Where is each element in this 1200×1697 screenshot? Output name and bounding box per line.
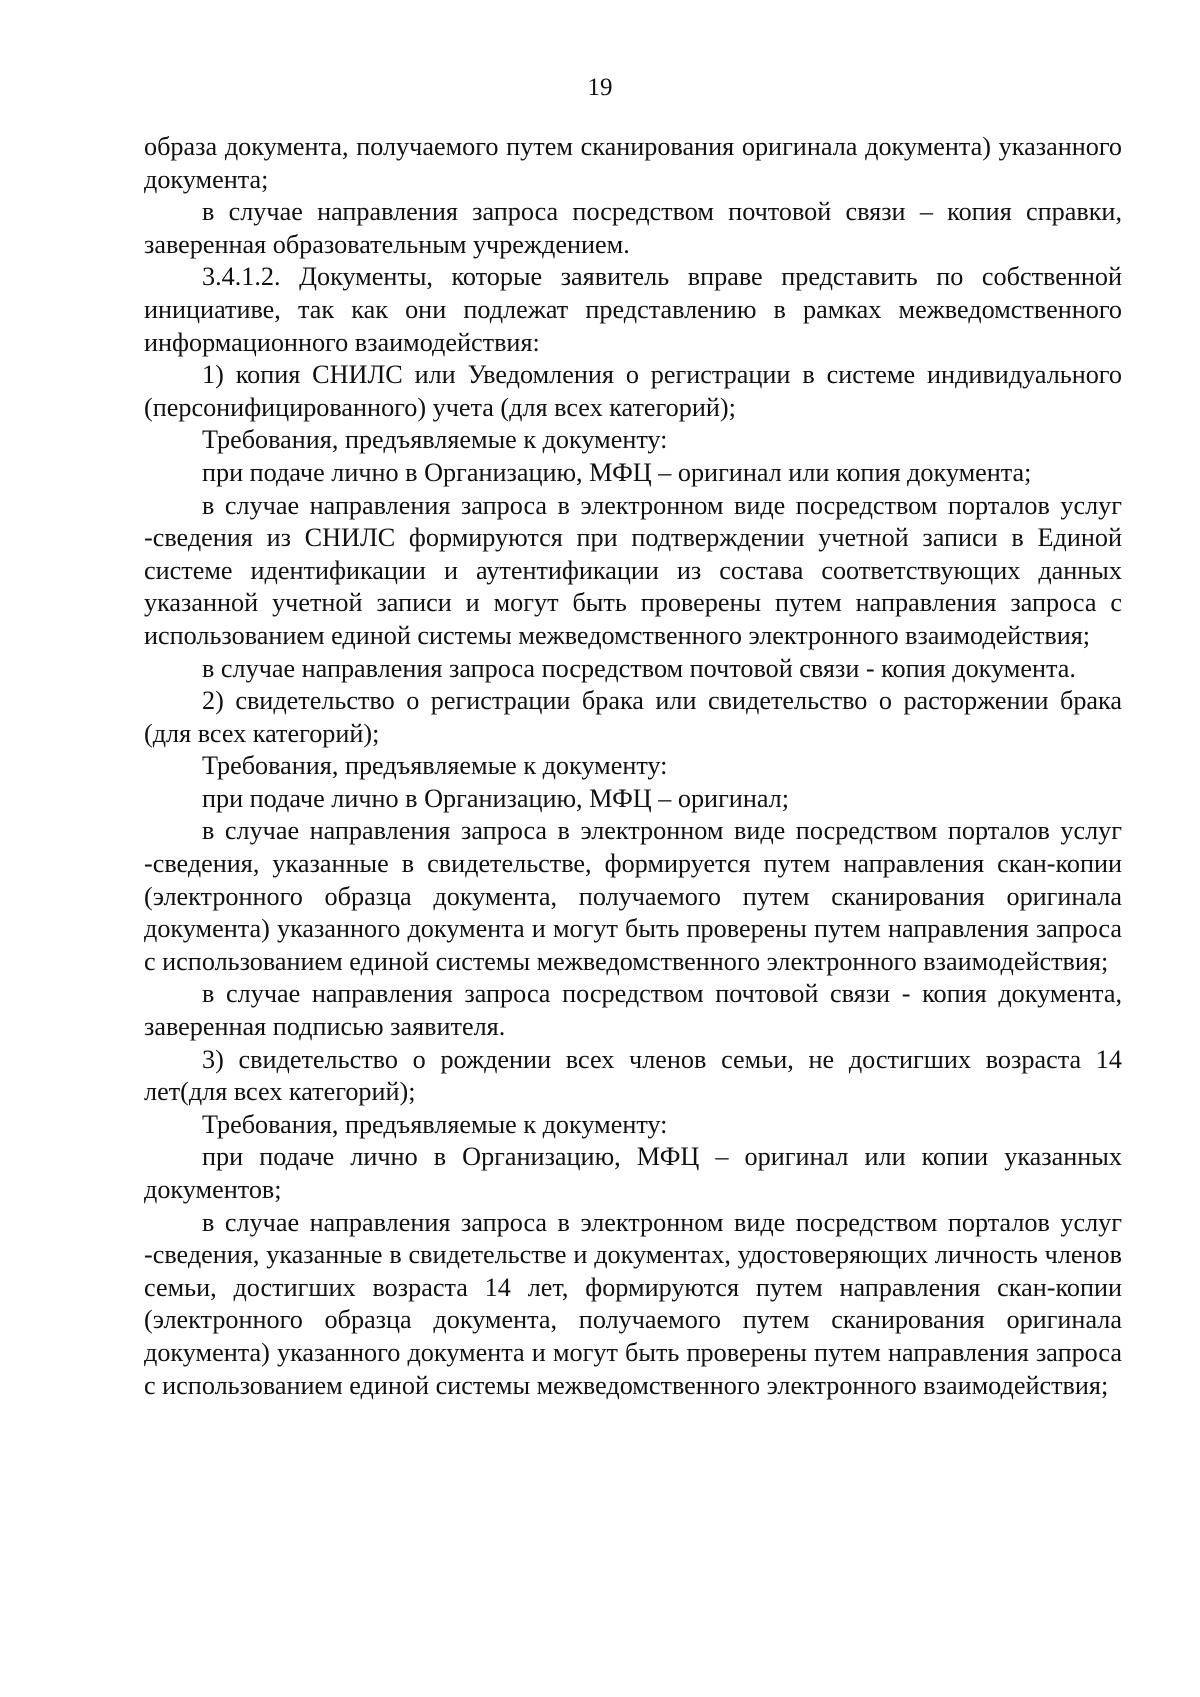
paragraph: при подаче лично в Организацию, МФЦ – оригинал или копии указанных документов;	[144, 1142, 1122, 1204]
document-body	[144, 131, 1122, 1402]
paragraph: 3.4.1.2. Документы, которые заявитель вправе представить по собственной инициативе, так как они подлежат представлению в рамках межведомственного информационного взаимодействия:	[144, 262, 1122, 357]
paragraph: в случае направления запроса посредством почтовой связи – копия справки, заверенная образовательным учреждением.	[144, 197, 1122, 259]
paragraph: образа документа, получаемого путем сканирования оригинала документа) указанного документа;	[144, 132, 1122, 194]
paragraph: при подаче лично в Организацию, МФЦ – оригинал;	[202, 783, 790, 813]
paragraph: в случае направления запроса посредством почтовой связи - копия документа, заверенная подписью заявителя.	[144, 979, 1122, 1042]
paragraph: Требования, предъявляемые к документу:	[202, 425, 668, 455]
paragraph: Требования, предъявляемые к документу:	[202, 1109, 668, 1139]
paragraph: 3) свидетельство о рождении всех членов семьи, не достигших возраста 14 лет(для всех категорий);	[144, 1044, 1122, 1107]
paragraph: 2) свидетельство о регистрации брака или свидетельство о расторжении брака (для всех категорий);	[144, 686, 1122, 748]
paragraph: 1) копия СНИЛС или Уведомления о регистрации в системе индивидуального (персонифицированного) учета (для всех категорий);	[144, 360, 1122, 422]
paragraph: в случае направления запроса посредством почтовой связи - копия документа.	[202, 653, 1076, 683]
paragraph: Требования, предъявляемые к документу:	[202, 751, 668, 781]
paragraph: в случае направления запроса в электронном виде посредством порталов услуг -сведения, указанные в свидетельстве и документах, удостоверяющих личность членов семьи, достигших возраста 14 лет, формируются путем направления скан-копии (электронного образца документа, получаемого путем сканирования оригинала документа) указанного документа и могут быть проверены путем направления запроса с использованием единой системы межведомственного электронного взаимодействия;	[144, 1207, 1122, 1400]
page-number: 19	[587, 74, 613, 101]
paragraph: в случае направления запроса в электронном виде посредством порталов услуг -сведения, указанные в свидетельстве, формируется путем направления скан-копии (электронного образца документа, получаемого путем сканирования оригинала документа) указанного документа и могут быть проверены путем направления запроса с использованием единой системы межведомственного электронного взаимодействия;	[144, 816, 1122, 976]
paragraph: в случае направления запроса в электронном виде посредством порталов услуг -сведения из СНИЛС формируются при подтверждении учетной записи в Единой системе идентификации и аутентификации из состава соответствующих данных указанной учетной записи и могут быть проверены путем направления запроса с использованием единой системы межведомственного электронного взаимодействия;	[144, 490, 1122, 650]
paragraph: при подаче лично в Организацию, МФЦ – оригинал или копия документа;	[202, 457, 1032, 487]
